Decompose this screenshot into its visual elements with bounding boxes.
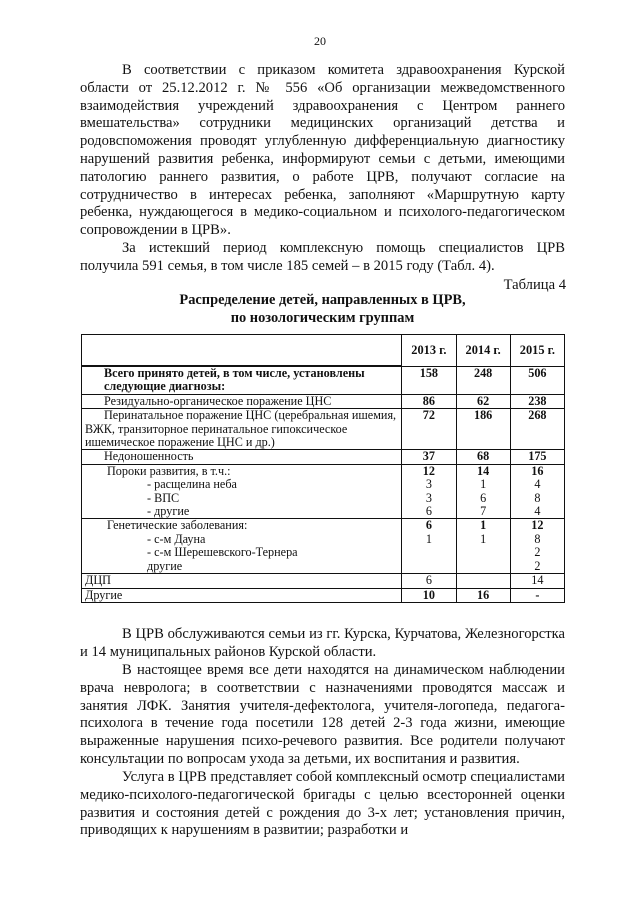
row-value-2013: 10 xyxy=(402,588,456,602)
paragraph-served-families: В ЦРВ обслуживаются семьи из гг. Курска, Курчатова, Железногорстка и 14 муниципальных районов Курской области. xyxy=(80,626,565,660)
row-label: Недоношенность xyxy=(82,450,402,464)
row-value-2015: 238 xyxy=(510,394,564,408)
row-value-2014: 14 xyxy=(477,463,490,478)
row-value-2013: 86 xyxy=(402,394,456,408)
row-value-2013: 158 xyxy=(402,366,456,394)
row-value-2013: 6 xyxy=(425,518,432,533)
row-value-2014 xyxy=(456,574,510,588)
header-2014: 2014 г. xyxy=(456,335,510,367)
row-value-2013: 37 xyxy=(402,450,456,464)
table-header-row xyxy=(82,335,565,367)
row-value-2013: 12 xyxy=(422,463,435,478)
row-sublabel: - расщелина неба xyxy=(147,477,237,492)
row-value-2014: 68 xyxy=(456,450,510,464)
row-sublabel: другие xyxy=(147,558,183,573)
row-values-2013 xyxy=(402,519,456,574)
nosology-table xyxy=(81,334,565,603)
paragraph-service: Услуга в ЦРВ представляет собой комплексный осмотр специалистами медико-психолого-педагогической бригады с целью всесторонней оценки развития и состояния детей с рождения до 3-х лет; установления причин, приводящих к нарушениям в развитии; разработки и xyxy=(80,769,565,839)
row-label: Всего принято детей, в том числе, установлены следующие диагнозы: xyxy=(82,366,402,394)
paragraph-observation: В настоящее время все дети находятся на динамическом наблюдении врача невролога; в соответствии с назначениями проводятся массаж и занятия ЛФК. Занятия учителя-дефектолога, учителя-логопеда, педагога-психолога в течение года посетили 128 детей 2-3 года жизни, имеющие выраженные нарушения психо-речевого развития. Все родители получают консультации по вопросам ухода за детьми, их воспитания и развития. xyxy=(80,662,565,767)
sub-value: 1 xyxy=(425,531,432,546)
row-label: ДЦП xyxy=(82,574,402,588)
table-title-line2: по нозологическим группам xyxy=(230,310,415,326)
row-value-2015: 12 xyxy=(531,518,544,533)
row-value-2015: 268 xyxy=(510,409,564,450)
table-row-premature xyxy=(82,450,565,464)
sub-value: 2 xyxy=(534,545,541,560)
sub-value: 1 xyxy=(480,477,487,492)
row-values-2014 xyxy=(456,519,510,574)
row-value-2015: 14 xyxy=(510,574,564,588)
sub-value: 7 xyxy=(480,504,487,519)
row-label: Другие xyxy=(82,588,402,602)
paragraph-order-556: В соответствии с приказом комитета здравоохранения Курской области от 25.12.2012 г. № 556 «Об организации межведомственного взаимодействия учреждений здравоохранения с Центром раннего вмешательства» сотрудники медицинских организаций детства и родовспоможения проводят углубленную дифференциальную диагностику нарушений развития ребенка, информируют семьи с детьми, имеющими патологию раннего развития, о работе ЦРВ, получают согласие на сотрудничество в интересах ребенка, заполняют «Маршрутную карту ребенка, нуждающегося в медико-социальном и психолого-педагогическом сопровождении в ЦРВ». xyxy=(80,62,565,239)
table-row-other xyxy=(82,588,565,602)
paragraph-families-count: За истекший период комплексную помощь специалистов ЦРВ получила 591 семья, в том числе 185 семей – в 2015 году (Табл. 4). xyxy=(80,240,565,274)
row-label xyxy=(82,519,402,574)
row-label xyxy=(82,464,402,519)
row-values-2015 xyxy=(510,464,564,519)
table-caption: Таблица 4 xyxy=(503,277,566,293)
sub-value: 2 xyxy=(534,558,541,573)
row-value-2014: 186 xyxy=(456,409,510,450)
table-row-dcp xyxy=(82,574,565,588)
row-value-2013: 6 xyxy=(402,574,456,588)
table-row-residual xyxy=(82,394,565,408)
sub-value: 4 xyxy=(534,477,541,492)
sub-value: 1 xyxy=(480,531,487,546)
header-blank-cell xyxy=(82,335,402,367)
page-number: 20 xyxy=(314,34,326,48)
row-value-2015: 506 xyxy=(510,366,564,394)
row-value-2014: 62 xyxy=(456,394,510,408)
sub-value: 8 xyxy=(534,531,541,546)
sub-value: 4 xyxy=(534,504,541,519)
row-value-2014: 248 xyxy=(456,366,510,394)
row-sublabel: - ВПС xyxy=(147,490,180,505)
row-label: Резидуально-органическое поражение ЦНС xyxy=(82,394,402,408)
row-value-2015: - xyxy=(510,588,564,602)
table-row-perinatal xyxy=(82,409,565,450)
row-value-2014: 1 xyxy=(480,518,487,533)
row-value-2013: 72 xyxy=(402,409,456,450)
table-title xyxy=(80,291,565,327)
header-2013: 2013 г. xyxy=(402,335,456,367)
row-label-main: Генетические заболевания: xyxy=(107,518,248,533)
sub-value: 3 xyxy=(425,477,432,492)
row-label: Перинатальное поражение ЦНС (церебральная ишемия, ВЖК, транзиторное перинатальное гипоксическое ишемическое поражение ЦНС и др.) xyxy=(82,409,402,450)
sub-value: 3 xyxy=(425,490,432,505)
row-values-2014 xyxy=(456,464,510,519)
table-row-malformations xyxy=(82,464,565,519)
row-label-main: Пороки развития, в т.ч.: xyxy=(107,463,231,478)
row-sublabel: - с-м Шерешевского-Тернера xyxy=(147,545,298,560)
row-sublabel: - другие xyxy=(147,504,190,519)
row-sublabel: - с-м Дауна xyxy=(147,531,206,546)
table-title-line1: Распределение детей, направленных в ЦРВ, xyxy=(179,292,466,308)
header-2015: 2015 г. xyxy=(510,335,564,367)
sub-value: 8 xyxy=(534,490,541,505)
row-values-2013 xyxy=(402,464,456,519)
row-value-2015: 175 xyxy=(510,450,564,464)
row-values-2015 xyxy=(510,519,564,574)
table-row-genetic xyxy=(82,519,565,574)
row-value-2015: 16 xyxy=(531,463,544,478)
sub-value: 6 xyxy=(480,490,487,505)
table-row-total xyxy=(82,366,565,394)
sub-value: 6 xyxy=(425,504,432,519)
row-value-2014: 16 xyxy=(456,588,510,602)
